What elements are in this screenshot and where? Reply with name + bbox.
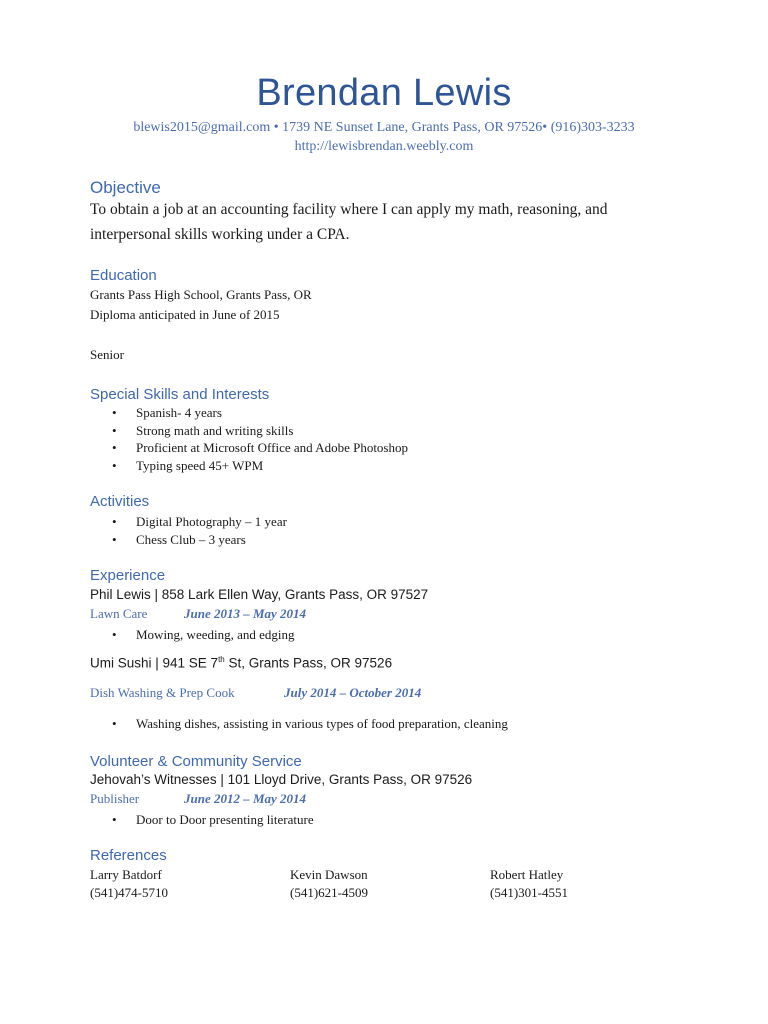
job-1-duty: Mowing, weeding, and edging [136,627,295,642]
job-2-dates: July 2014 – October 2014 [284,685,422,700]
objective-text-line-2: interpersonal skills working under a CPA. [90,226,350,243]
bullet-icon: • [112,423,117,438]
job-1-employer: Phil Lewis | 858 Lark Ellen Way, Grants Pass, OR 97527 [90,587,429,602]
list-item: Typing speed 45+ WPM [136,458,264,473]
bullet-icon: • [112,514,117,529]
volunteer-role: Publisher [90,791,140,806]
experience-heading: Experience [90,567,166,584]
reference-1-name: Larry Batdorf [90,867,162,882]
volunteer-org: Jehovah’s Witnesses | 101 Lloyd Drive, Grants Pass, OR 97526 [90,772,473,787]
activities-heading: Activities [90,493,150,510]
objective-heading: Objective [90,178,161,197]
reference-3-name: Robert Hatley [490,867,564,882]
list-item: Proficient at Microsoft Office and Adobe Photoshop [136,440,408,455]
bullet-icon: • [112,812,117,827]
job-2-duty: Washing dishes, assisting in various types of food preparation, cleaning [136,716,508,731]
applicant-name: Brendan Lewis [256,72,512,114]
bullet-icon: • [112,627,117,642]
job-2-employer-pre: Umi Sushi | 941 SE 7 [90,655,219,671]
bullet-icon: • [112,532,117,547]
list-item: Spanish- 4 years [136,405,222,420]
bullet-icon: • [112,716,117,731]
website-link[interactable]: http://lewisbrendan.weebly.com [294,139,474,154]
reference-2-name: Kevin Dawson [290,867,368,882]
list-item: Chess Club – 3 years [136,532,246,547]
reference-3-phone: (541)301-4551 [490,885,568,900]
skills-heading: Special Skills and Interests [90,386,270,403]
job-2-role: Dish Washing & Prep Cook [90,685,235,700]
job-2-employer-post: St, Grants Pass, OR 97526 [224,655,393,671]
job-2-employer [90,655,392,671]
education-heading: Education [90,267,157,284]
objective-text-line-1: To obtain a job at an accounting facility where I can apply my math, reasoning, and [90,201,608,218]
volunteer-dates: June 2012 – May 2014 [184,791,307,806]
education-school: Grants Pass High School, Grants Pass, OR [90,287,312,302]
job-2-employer-sup: th [218,655,225,664]
education-diploma: Diploma anticipated in June of 2015 [90,307,280,322]
list-item: Digital Photography – 1 year [136,514,287,529]
reference-1-phone: (541)474-5710 [90,885,168,900]
contact-line: blewis2015@gmail.com • 1739 NE Sunset Lane, Grants Pass, OR 97526• (916)303-3233 [133,120,635,135]
bullet-icon: • [112,458,117,473]
bullet-icon: • [112,405,117,420]
job-1-dates: June 2013 – May 2014 [184,606,307,621]
job-1-role: Lawn Care [90,606,148,621]
bullet-icon: • [112,440,117,455]
references-heading: References [90,847,167,864]
reference-2-phone: (541)621-4509 [290,885,368,900]
education-grade: Senior [90,347,124,362]
volunteer-heading: Volunteer & Community Service [90,753,302,770]
volunteer-duty: Door to Door presenting literature [136,812,314,827]
list-item: Strong math and writing skills [136,423,294,438]
